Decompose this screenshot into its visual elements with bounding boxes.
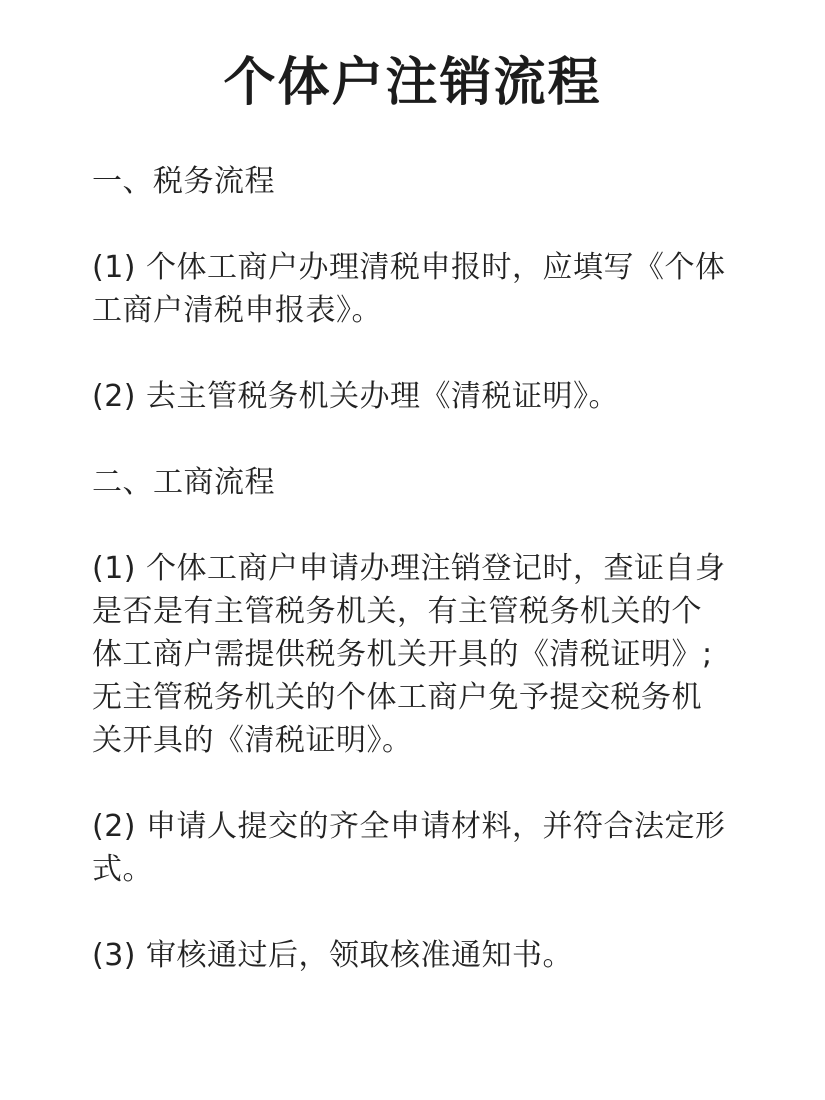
list-item <box>92 375 732 418</box>
spacer <box>92 762 732 805</box>
section-heading: 一、税务流程 <box>92 164 275 199</box>
list-item <box>92 246 732 332</box>
paragraph-line: (2) 申请人提交的齐全申请材料，并符合法定形 <box>92 809 726 844</box>
paragraph-line: 无主管税务机关的个体工商户免予提交税务机 <box>92 680 702 715</box>
section-heading: 二、工商流程 <box>92 465 275 500</box>
paragraph-line: 体工商户需提供税务机关开具的《清税证明》; <box>92 637 713 672</box>
paragraph-line: (3) 审核通过后，领取核准通知书。 <box>92 938 574 973</box>
spacer <box>92 891 732 934</box>
spacer <box>92 203 732 246</box>
list-item <box>92 934 732 977</box>
section-tax <box>92 160 732 461</box>
spacer <box>92 332 732 375</box>
paragraph-line: (1) 个体工商户办理清税申报时，应填写《个体 <box>92 250 726 285</box>
page-title: 个体户注销流程 <box>223 53 602 113</box>
list-item <box>92 805 732 891</box>
document-body <box>92 160 732 977</box>
list-item <box>92 547 732 762</box>
spacer <box>92 504 732 547</box>
paragraph-line: 工商户清税申报表》。 <box>92 293 382 328</box>
paragraph-line: 是否是有主管税务机关，有主管税务机关的个 <box>92 594 702 629</box>
paragraph-line: (2) 去主管税务机关办理《清税证明》。 <box>92 379 620 414</box>
spacer <box>92 418 732 461</box>
section-business <box>92 461 732 977</box>
paragraph-line: (1) 个体工商户申请办理注销登记时，查证自身 <box>92 551 726 586</box>
paragraph-line: 关开具的《清税证明》。 <box>92 723 413 758</box>
paragraph-line: 式。 <box>92 852 153 887</box>
